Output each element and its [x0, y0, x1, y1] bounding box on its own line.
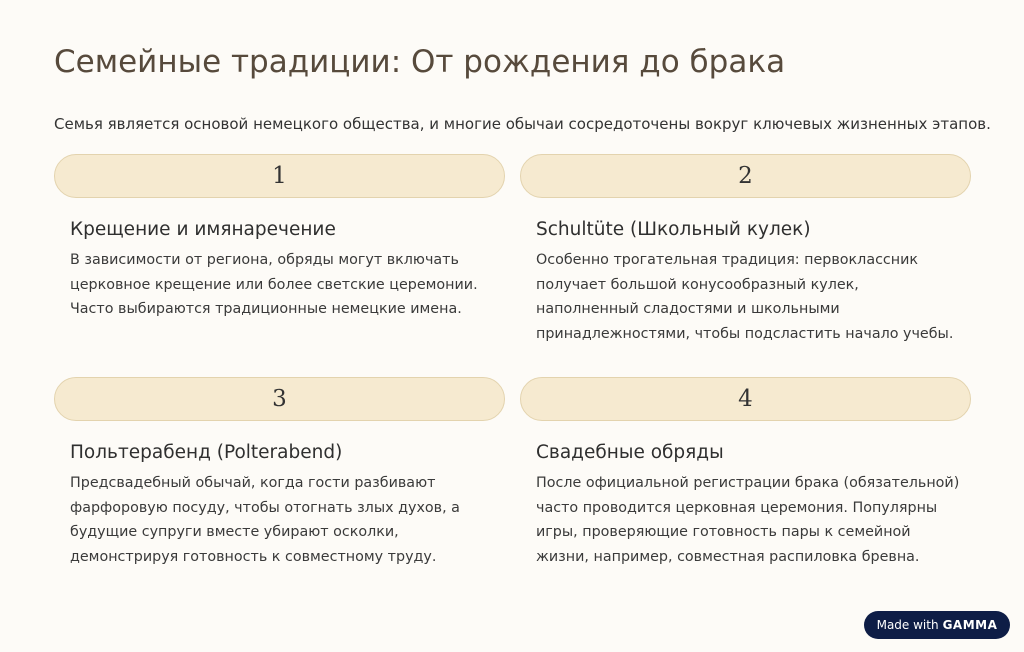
card-title: Польтерабенд (Polterabend): [70, 442, 343, 463]
badge-prefix: Made with: [876, 618, 939, 632]
made-with-gamma-badge[interactable]: [864, 611, 1010, 639]
card-number-pill: 3: [54, 377, 505, 421]
page-title: Семейные традиции: От рождения до брака: [54, 44, 786, 80]
tradition-card-2: [520, 154, 971, 346]
gamma-logo: GAMMA: [942, 618, 998, 632]
card-text: Предсвадебный обычай, когда гости разбивают фарфоровую посуду, чтобы отогнать злых духов, а будущие супруги вместе убирают осколки, демонстрируя готовность к совместному труду.: [70, 475, 460, 565]
tradition-card-1: [54, 154, 505, 322]
card-number-pill: 4: [520, 377, 971, 421]
tradition-card-3: [54, 377, 505, 569]
card-title: Крещение и имянаречение: [70, 219, 336, 240]
card-text: После официальной регистрации брака (обязательной) часто проводится церковная церемония. Популярны игры, проверяющие готовность пары к семейной жизни, например, совместная распиловка бревна.: [536, 475, 960, 565]
card-number-pill: 1: [54, 154, 505, 198]
card-title: Schultüte (Школьный кулек): [536, 219, 811, 240]
card-title: Свадебные обряды: [536, 442, 724, 463]
card-number-pill: 2: [520, 154, 971, 198]
card-text: Особенно трогательная традиция: первоклассник получает большой конусообразный кулек, наполненный сладостями и школьными принадлежностями, чтобы подсластить начало учебы.: [536, 252, 954, 342]
card-text: В зависимости от региона, обряды могут включать церковное крещение или более светские церемонии. Часто выбираются традиционные немецкие имена.: [70, 252, 478, 317]
intro-text: Семья является основой немецкого общества, и многие обычаи сосредоточены вокруг ключевых жизненных этапов.: [54, 115, 991, 133]
tradition-card-4: [520, 377, 971, 569]
